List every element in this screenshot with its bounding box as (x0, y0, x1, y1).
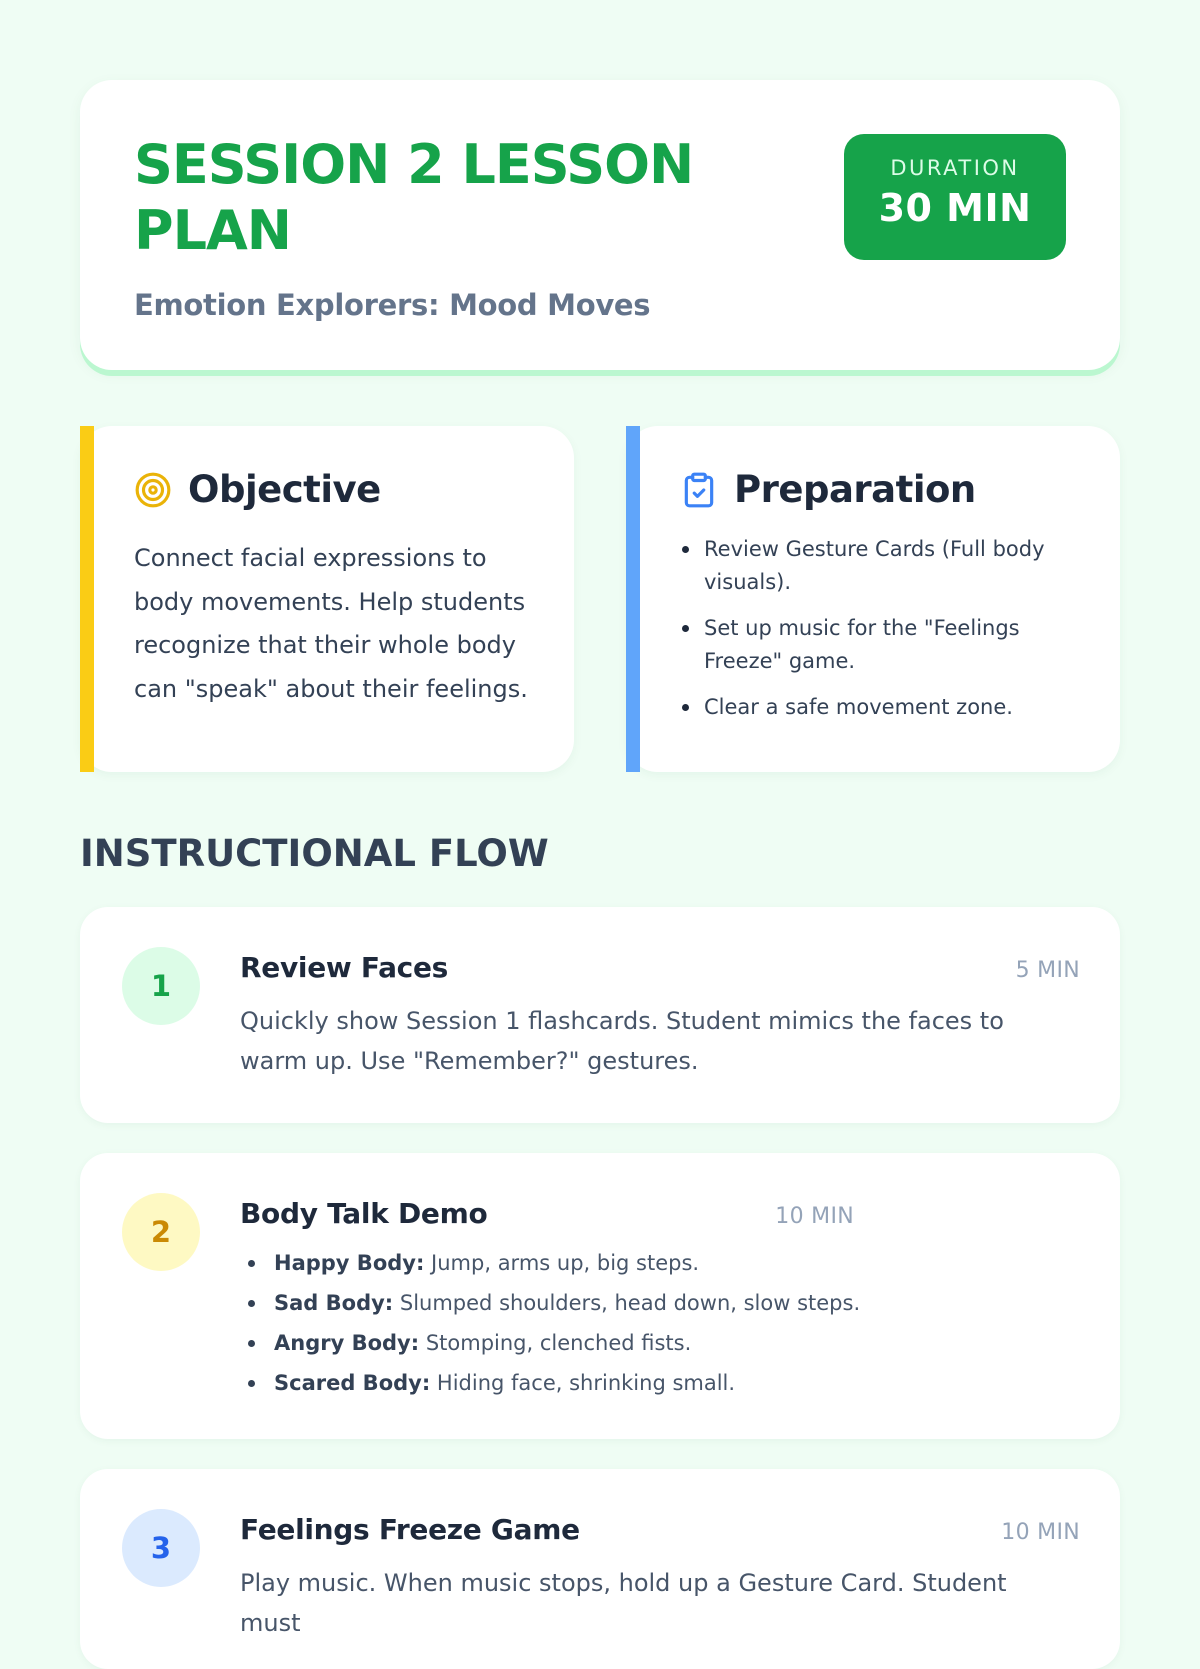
step-title: Feelings Freeze Game (240, 1513, 580, 1546)
step-duration: 5 MIN (1015, 958, 1080, 983)
preparation-item: Set up music for the "Feelings Freeze" game. (680, 612, 1060, 678)
objective-title: Objective (188, 468, 381, 511)
body-movement-label: Scared Body: (274, 1371, 431, 1395)
preparation-item: Review Gesture Cards (Full body visuals). (680, 533, 1060, 599)
instructional-flow-title: INSTRUCTIONAL FLOW (80, 832, 549, 875)
step-description: Play music. When music stops, hold up a Gesture Card. Student must (240, 1569, 1007, 1637)
step-card-review-faces (80, 907, 1120, 1123)
page-title: SESSION 2 LESSON PLAN (134, 133, 694, 262)
body-movement-item (240, 1283, 1080, 1323)
body-movement-list (240, 1243, 1080, 1403)
step-number: 3 (122, 1509, 200, 1587)
body-movement-label: Happy Body: (274, 1251, 425, 1275)
objective-text: Connect facial expressions to body movements. Help students recognize that their whole body can "speak" about their feelings. (134, 544, 528, 703)
step-header (240, 1197, 854, 1237)
preparation-header (680, 468, 1080, 511)
objective-header (134, 468, 534, 511)
preparation-title: Preparation (734, 468, 976, 511)
step-duration: 10 MIN (775, 1204, 854, 1229)
step-title: Review Faces (240, 951, 449, 984)
info-row (80, 426, 1120, 772)
step-card-body-talk-demo (80, 1153, 1120, 1439)
body-movement-label: Sad Body: (274, 1291, 394, 1315)
body-movement-text: Stomping, clenched fists. (419, 1331, 692, 1355)
clipboard-check-icon (680, 471, 718, 509)
body-movement-item (240, 1323, 1080, 1363)
preparation-card (626, 426, 1120, 772)
header-card (80, 80, 1120, 370)
step-title: Body Talk Demo (240, 1197, 488, 1230)
target-icon (134, 471, 172, 509)
step-duration: 10 MIN (1001, 1520, 1080, 1545)
step-description: Quickly show Session 1 flashcards. Student mimics the faces to warm up. Use "Remember?" gestures. (240, 1007, 1004, 1075)
duration-label: DURATION (890, 156, 1020, 180)
body-movement-label: Angry Body: (274, 1331, 420, 1355)
body-movement-item (240, 1363, 1080, 1403)
page-subtitle: Emotion Explorers: Mood Moves (134, 288, 651, 322)
preparation-list (680, 533, 1080, 724)
step-number: 2 (122, 1193, 200, 1271)
step-card-feelings-freeze-game (80, 1469, 1120, 1669)
body-movement-text: Jump, arms up, big steps. (424, 1251, 700, 1275)
step-number: 1 (122, 947, 200, 1025)
step-header (240, 951, 1080, 991)
body-movement-item (240, 1243, 1080, 1283)
objective-card (80, 426, 574, 772)
step-header (240, 1513, 1080, 1553)
duration-value: 30 MIN (878, 186, 1032, 230)
preparation-item: Clear a safe movement zone. (680, 691, 1060, 724)
duration-badge (844, 134, 1066, 260)
body-movement-text: Slumped shoulders, head down, slow steps. (393, 1291, 861, 1315)
body-movement-text: Hiding face, shrinking small. (430, 1371, 736, 1395)
